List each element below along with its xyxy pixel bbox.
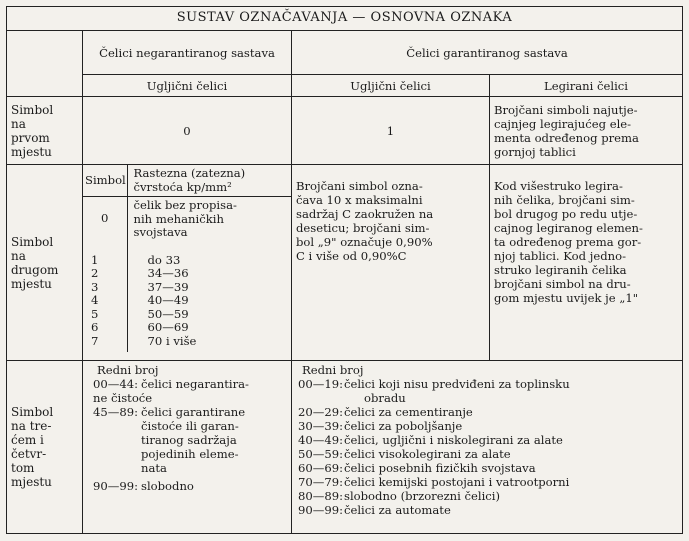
list-item-text: čelici, ugljični i niskolegirani za alate	[344, 433, 563, 447]
list-item	[93, 479, 287, 493]
row1-legirani-text	[490, 97, 683, 165]
list-item-range: 90—99:	[93, 479, 139, 493]
text-line: brojčani simbol na dru-	[494, 277, 631, 291]
symbol-list	[83, 246, 127, 353]
row2-label-line: mjestu	[11, 276, 52, 291]
text-line: pojedinih eleme-	[141, 447, 239, 461]
text-line: struko legiranih čelika	[494, 263, 627, 277]
text-line: ta određenog prema gor-	[494, 235, 642, 249]
list-item	[298, 447, 678, 461]
redni-broj-heading: Redni broj	[97, 363, 159, 377]
list-item-range: 00—44:	[93, 377, 139, 391]
text-line: čelici negarantira-	[141, 377, 249, 391]
zero-description	[127, 197, 291, 246]
list-item-range: 70—79:	[298, 475, 344, 489]
row3-negarant-list	[83, 361, 292, 534]
row1-negarant-value: 0	[83, 97, 292, 165]
text-line: deseticu; brojčani sim-	[296, 221, 430, 235]
text-line: cajnjeg legirajućeg ele-	[494, 116, 632, 131]
text-line: Rastezna (zatezna)	[133, 166, 246, 180]
list-item-text: čelici kemijski postojani i vatrootporni	[344, 475, 570, 489]
list-item-range: 40—49:	[298, 433, 344, 447]
row1-label-line: mjestu	[11, 144, 52, 159]
text-line: gornjoj tablici	[494, 144, 576, 159]
range-item: 60—69	[147, 320, 189, 334]
header-garantirani: Čelici garantiranog sastava	[292, 31, 683, 75]
text-line: Brojčani simboli najutje-	[494, 102, 638, 117]
text-line: gom mjestu uvijek je „1"	[494, 291, 639, 305]
symbol-zero: 0	[83, 197, 127, 246]
symbol-item: 3	[91, 279, 99, 294]
text-line: čvrstoća kp/mm²	[133, 179, 232, 194]
list-item-range: 45—89:	[93, 405, 139, 419]
range-item: do 33	[147, 252, 181, 267]
symbol-item: 4	[91, 293, 99, 307]
text-line: čelici koji nisu predviđeni za toplinsku	[344, 377, 570, 391]
row1-label-line: na	[11, 116, 26, 131]
range-item: 50—59	[147, 306, 189, 321]
text-line: obradu	[364, 391, 406, 405]
strength-subtable	[83, 165, 291, 352]
text-line: nata	[141, 461, 167, 475]
text-line: svojstava	[133, 225, 188, 239]
list-item	[298, 475, 678, 489]
list-item	[298, 489, 678, 503]
list-item-range: 30—39:	[298, 419, 344, 433]
text-line: bol drugog po redu utje-	[494, 207, 638, 221]
row2-ugljicni-text	[292, 165, 490, 361]
row3-label	[7, 361, 83, 534]
list-item-text: čelici visokolegirani za alate	[344, 447, 511, 461]
list-item-text: čelici posebnih fizičkih svojstava	[344, 461, 536, 475]
text-line: čelik bez propisa-	[133, 198, 237, 212]
list-item	[298, 433, 678, 447]
row3-label-line: mjestu	[11, 475, 52, 489]
list-item-range: 20—29:	[298, 405, 344, 419]
row2-legirani-text	[490, 165, 683, 361]
header-negarantirani: Čelici negarantiranog sastava	[83, 31, 292, 75]
list-item-text: čelici za poboljšanje	[344, 419, 463, 433]
range-item: 70 i više	[147, 333, 197, 348]
text-line: ne čistoće	[93, 391, 153, 405]
range-item: 34—36	[147, 266, 189, 280]
header-ugljicni-left: Ugljični čelici	[83, 75, 292, 97]
list-item-text	[141, 479, 287, 493]
row2-label-line: Simbol	[11, 234, 54, 249]
list-item-text	[344, 377, 678, 405]
text-line: čava 10 x maksimalni	[296, 193, 423, 207]
symbol-item: 1	[91, 252, 99, 267]
list-item-range: 90—99:	[298, 503, 344, 517]
list-item	[298, 405, 678, 419]
list-item-text: slobodno (brzorezni čelici)	[344, 489, 501, 503]
symbol-item: 2	[91, 266, 99, 280]
range-item: 40—49	[147, 293, 189, 307]
row2-label-line: na	[11, 248, 26, 263]
text-line: čelici garantirane	[141, 405, 246, 419]
list-item	[298, 503, 678, 517]
text-line: Brojčani simbol ozna-	[296, 179, 423, 193]
table-title: SUSTAV OZNAČAVANJA — OSNOVNA OZNAKA	[7, 7, 683, 31]
row1-label	[7, 97, 83, 165]
text-line: cajnog legiranog elemen-	[494, 221, 643, 235]
text-line: slobodno	[141, 479, 194, 493]
header-legirani: Legirani čelici	[490, 75, 683, 97]
text-line: bol „9" označuje 0,90%	[296, 235, 433, 249]
row1-label-line: Simbol	[11, 102, 54, 117]
row1-label-line: prvom	[11, 130, 50, 145]
range-item: 37—39	[147, 279, 189, 294]
list-item	[93, 377, 287, 405]
designation-table	[6, 6, 683, 534]
symbol-item: 6	[91, 320, 99, 334]
header-ugljicni-right: Ugljični čelici	[292, 75, 490, 97]
row3-label-line: tom	[11, 461, 35, 475]
list-item	[298, 461, 678, 475]
list-item	[298, 419, 678, 433]
subtable-head-rastezna	[127, 165, 291, 197]
list-item-range: 50—59:	[298, 447, 344, 461]
row2-label	[7, 165, 83, 361]
list-item-text: čelici za automate	[344, 503, 451, 517]
text-line: C i više od 0,90%C	[296, 249, 407, 263]
list-item-range: 80—89:	[298, 489, 344, 503]
row3-label-line: ćem i	[11, 433, 44, 447]
text-line: nih mehaničkih	[133, 211, 224, 226]
text-line: nih čelika, brojčani sim-	[494, 193, 635, 207]
row3-label-line: Simbol	[11, 405, 54, 419]
list-item	[93, 405, 287, 475]
row2-strength-cell	[83, 165, 292, 361]
row2-label-line: drugom	[11, 262, 59, 277]
text-line: njoj tablici. Kod jedno-	[494, 249, 626, 263]
row3-label-line: na tre-	[11, 419, 52, 433]
list-item-range: 00—19:	[298, 377, 344, 391]
text-line: tiranog sadržaja	[141, 433, 237, 447]
row1-ugljicni-value: 1	[292, 97, 490, 165]
range-list	[127, 246, 291, 353]
row3-label-line: četvr-	[11, 447, 47, 461]
text-line: Kod višestruko legira-	[494, 179, 623, 193]
corner-cell	[7, 31, 83, 97]
list-item	[298, 377, 678, 405]
symbol-item: 5	[91, 306, 99, 321]
list-item-range: 60—69:	[298, 461, 344, 475]
symbol-item: 7	[91, 333, 99, 348]
row3-garant-list	[292, 361, 683, 534]
text-line: sadržaj C zaokružen na	[296, 207, 434, 221]
redni-broj-heading: Redni broj	[302, 363, 364, 377]
list-item-text: čelici za cementiranje	[344, 405, 473, 419]
text-line: menta određenog prema	[494, 130, 639, 145]
list-item-text	[141, 405, 287, 475]
text-line: čistoće ili garan-	[141, 419, 239, 433]
subtable-head-simbol: Simbol	[83, 165, 127, 197]
